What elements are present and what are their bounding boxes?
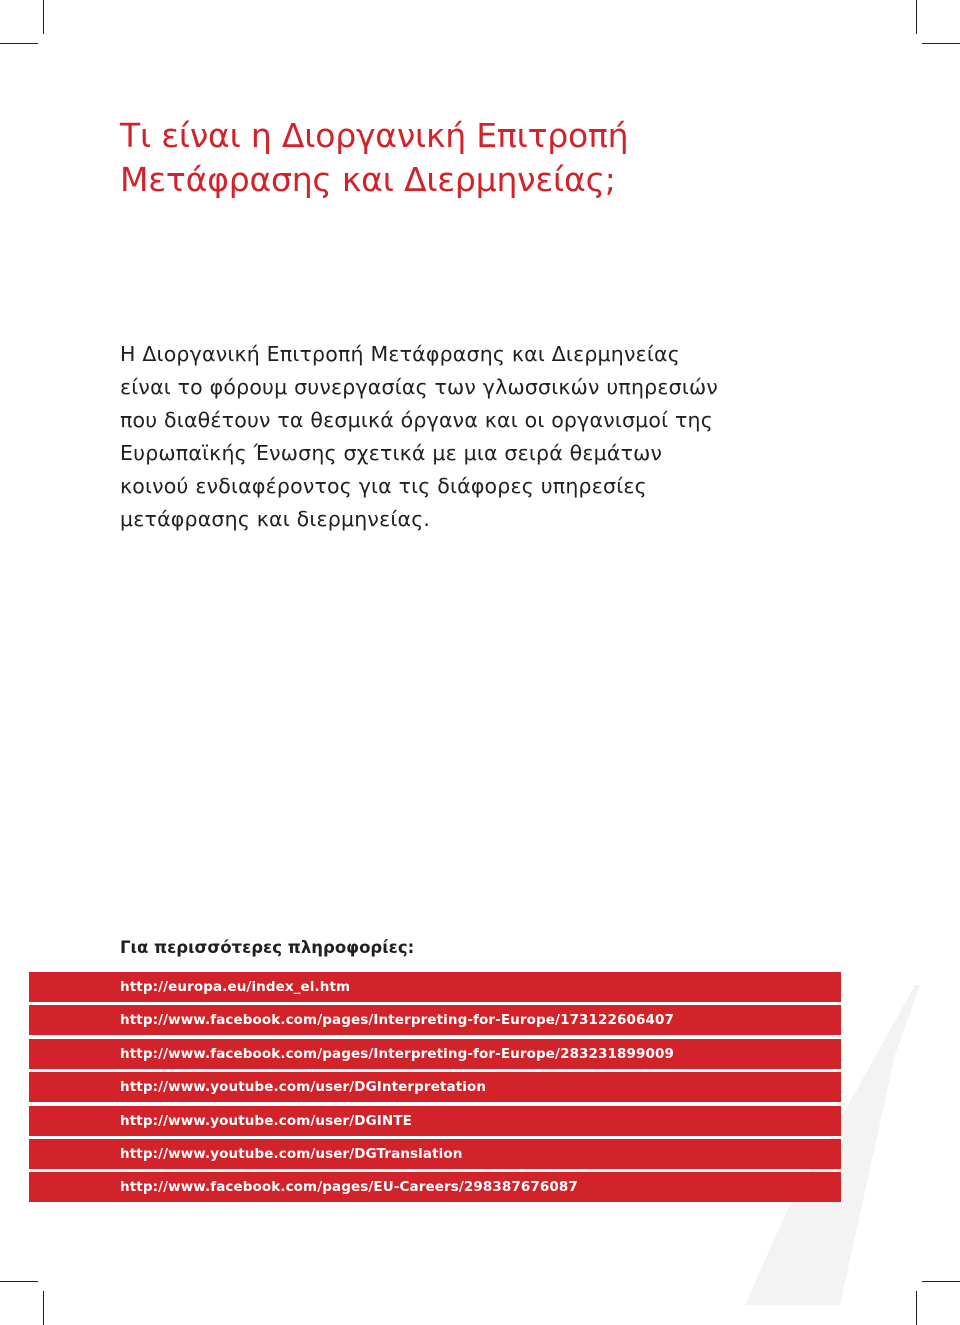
link-facebook-interpreting-for-europe-2[interactable]: http://www.facebook.com/pages/Interpreting-for-Europe/283231899009 xyxy=(120,1045,674,1062)
more-info-heading: Για περισσότερες πληροφορίες: xyxy=(120,938,415,957)
crop-mark-bottom-left xyxy=(43,1291,44,1325)
link-row-facebook-interpreting-1 xyxy=(29,1005,841,1035)
links-list xyxy=(29,972,841,1206)
crop-mark-top-right xyxy=(916,0,917,34)
link-row-youtube-interpretation xyxy=(29,1072,841,1102)
intro-paragraph: Η Διοργανική Επιτροπή Μετάφρασης και Διερμηνείας είναι το φόρουμ συνεργασίας των γλωσσικών υπηρεσιών που διαθέτουν τα θεσμικά όργανα και οι οργανισμοί της Ευρωπαϊκής Ένωσης σχετικά με μια σειρά θεμάτων κοινού ενδιαφέροντος για τις διάφορες υπηρεσίες μετάφρασης και διερμηνείας. xyxy=(120,342,718,531)
link-youtube-dginte[interactable]: http://www.youtube.com/user/DGINTE xyxy=(120,1112,412,1129)
crop-mark-bottom-right-horizontal xyxy=(922,1281,960,1282)
crop-mark-top-left xyxy=(43,0,44,34)
crop-mark-bottom-left-horizontal xyxy=(0,1281,38,1282)
crop-mark-top-left-horizontal xyxy=(0,43,38,44)
link-youtube-dgtranslation[interactable]: http://www.youtube.com/user/DGTranslation xyxy=(120,1145,463,1162)
link-row-facebook-interpreting-2 xyxy=(29,1039,841,1069)
link-europa-index[interactable]: http://europa.eu/index_el.htm xyxy=(120,979,351,995)
link-facebook-interpreting-for-europe-1[interactable]: http://www.facebook.com/pages/Interpreting-for-Europe/173122606407 xyxy=(120,1012,674,1029)
crop-mark-top-right-horizontal xyxy=(922,43,960,44)
link-row-europa xyxy=(29,972,841,1002)
page-title: Τι είναι η Διοργανική Επιτροπή Μετάφρασης και Διερμηνείας; xyxy=(120,116,629,199)
link-row-youtube-translation xyxy=(29,1139,841,1169)
link-youtube-dginterpretation[interactable]: http://www.youtube.com/user/DGInterpretation xyxy=(120,1079,487,1096)
link-row-youtube-dginte xyxy=(29,1106,841,1136)
link-row-facebook-eu-careers xyxy=(29,1172,841,1202)
link-facebook-eu-careers[interactable]: http://www.facebook.com/pages/EU-Careers/298387676087 xyxy=(120,1179,578,1196)
